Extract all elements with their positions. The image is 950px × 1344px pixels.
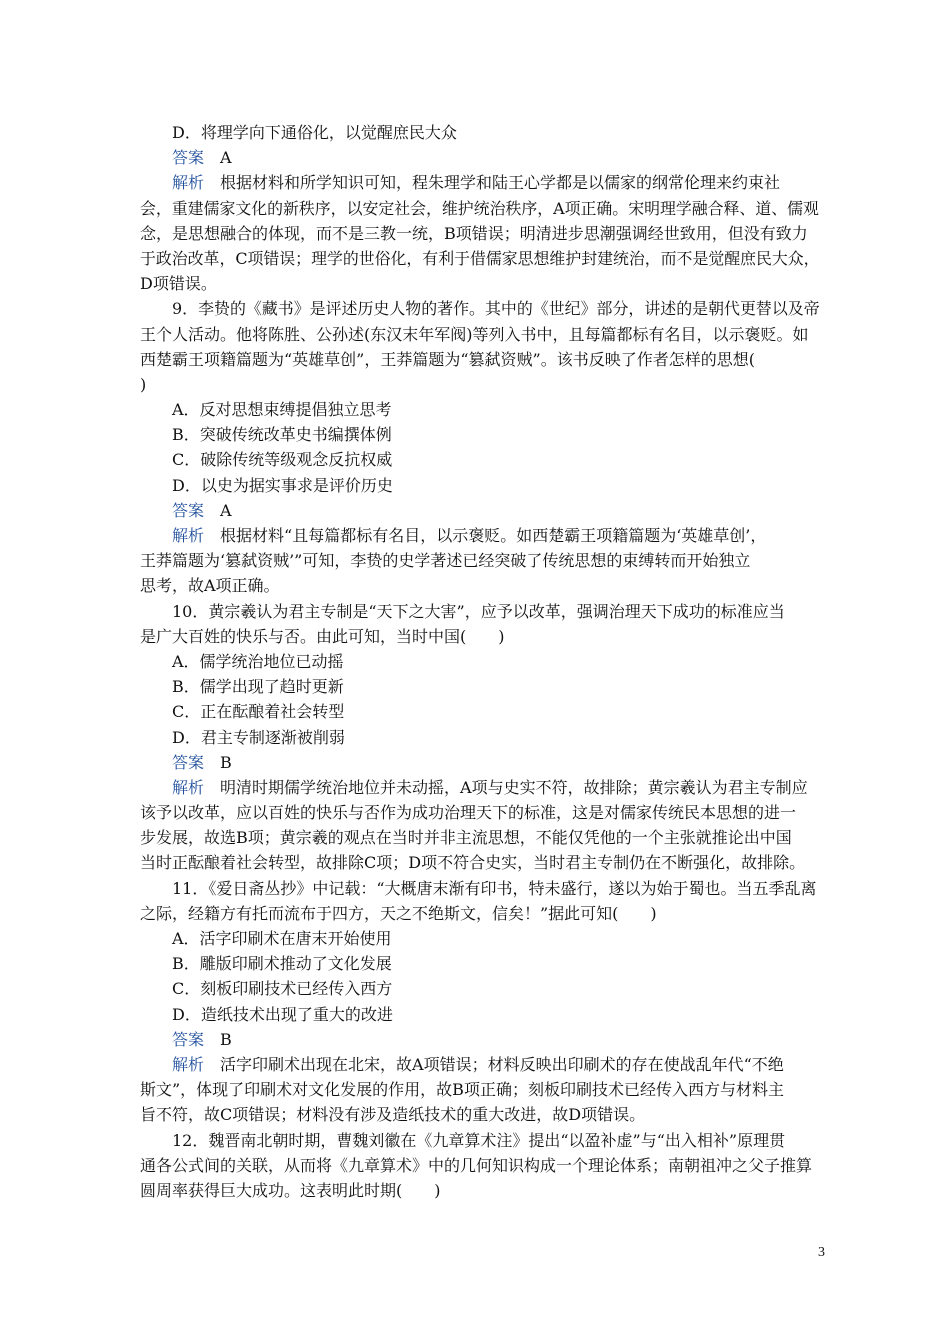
q9-stem-line-4: ) xyxy=(140,374,147,394)
q10-option-a: A．儒学统治地位已动摇 xyxy=(172,651,344,671)
q8-analysis-line-2: 会，重建儒家文化的新秩序，以安定社会，维护统治秩序，A项正确。宋明理学融合释、道、儒观 xyxy=(140,198,819,218)
q11-stem-line-2: 之际，经籍方有托而流布于四方，天之不绝斯文，信矣！”据此可知( ) xyxy=(140,903,657,923)
q10-option-d: D．君主专制逐渐被削弱 xyxy=(172,727,345,747)
q10-analysis-line-2: 该予以改革，应以百姓的快乐与否作为成功治理天下的标准，这是对儒家传统民本思想的进一 xyxy=(140,803,797,823)
q10-stem-line-2: 是广大百姓的快乐与否。由此可知，当时中国( ) xyxy=(140,626,505,646)
q9-analysis-text: 根据材料“且每篇都标有名目，以示褒贬。如西楚霸王项籍篇题为‘英雄草创’， xyxy=(220,526,767,545)
q10-answer-line xyxy=(140,750,820,775)
answer-label: 答案 xyxy=(172,500,205,520)
q11-answer: B xyxy=(220,1029,232,1049)
q9-analysis-line-3: 思考，故A项正确。 xyxy=(140,576,280,596)
q11-stem-line-1: 11．《爱日斋丛抄》中记载：“大概唐末渐有印书，特未盛行，遂以为始于蜀也。当五季乱离 xyxy=(172,878,817,898)
q10-analysis-line-3: 步发展，故选B项；黄宗羲的观点在当时并非主流思想，不能仅凭他的一个主张就推论出中国 xyxy=(140,828,792,848)
q8-answer-line xyxy=(140,145,820,170)
q8-option-d: D．将理学向下通俗化，以觉醒庶民大众 xyxy=(172,123,457,142)
q11-option-d: D．造纸技术出现了重大的改进 xyxy=(172,1004,393,1024)
q12-stem-line-1: 12．魏晋南北朝时期，曹魏刘徽在《九章算术注》提出“以盈补虚”与“出入相补”原理贯 xyxy=(172,1130,786,1150)
answer-label: 答案 xyxy=(172,752,205,772)
q9-stem-line-3: 西楚霸王项籍篇题为“英雄草创”，王莽篇题为“篡弑资贼”。该书反映了作者怎样的思想( xyxy=(140,349,755,369)
q8-analysis-line-4: 于政治改革，C项错误；理学的世俗化，有利于借儒家思想维护封建统治，而不是觉醒庶民大众， xyxy=(140,248,820,268)
q9-option-d: D．以史为据实事求是评价历史 xyxy=(172,475,393,495)
q11-analysis-line-2: 斯文”，体现了印刷术对文化发展的作用，故B项正确；刻板印刷技术已经传入西方与材料主 xyxy=(140,1080,784,1100)
q11-option-c: C．刻板印刷技术已经传入西方 xyxy=(172,979,393,999)
q8-answer: A xyxy=(220,148,232,168)
q12-stem-line-2: 通各公式间的关联，从而将《九章算术》中的几何知识构成一个理论体系；南朝祖冲之父子推算 xyxy=(140,1155,813,1175)
q8-analysis-text: 根据材料和所学知识可知，程朱理学和陆王心学都是以儒家的纲常伦理来约束社 xyxy=(220,173,781,193)
answer-label: 答案 xyxy=(172,1029,205,1049)
q10-answer: B xyxy=(220,752,232,772)
q10-analysis-line-4: 当时正酝酿着社会转型，故排除C项；D项不符合史实，当时君主专制仍在不断强化，故排除。 xyxy=(140,853,806,873)
q9-analysis-line-1 xyxy=(140,523,820,548)
q9-answer-line xyxy=(140,498,820,523)
q11-analysis-line-1 xyxy=(140,1052,820,1077)
q9-option-b: B．突破传统改革史书编撰体例 xyxy=(172,425,392,445)
q10-option-c: C．正在酝酿着社会转型 xyxy=(172,702,345,722)
q9-stem-line-1: 9．李贽的《藏书》是评述历史人物的著作。其中的《世纪》部分，讲述的是朝代更替以及帝 xyxy=(172,299,820,319)
q9-option-c: C．破除传统等级观念反抗权威 xyxy=(172,450,393,470)
q10-analysis-text: 明清时期儒学统治地位并未动摇，A项与史实不符，故排除；黄宗羲认为君主专制应 xyxy=(220,777,808,797)
q11-option-a: A．活字印刷术在唐末开始使用 xyxy=(172,929,392,948)
page-content xyxy=(140,120,820,1203)
q9-option-a: A．反对思想束缚提倡独立思考 xyxy=(172,400,392,420)
page-number: 3 xyxy=(818,1245,825,1260)
q10-stem-line-1: 10．黄宗羲认为君主专制是“天下之大害”，应予以改革，强调治理天下成功的标准应当 xyxy=(172,601,785,621)
q10-option-b: B．儒学出现了趋时更新 xyxy=(172,677,344,697)
q9-stem-line-2: 王个人活动。他将陈胜、公孙述(东汉末年军阀)等列入书中，且每篇都标有名目，以示褒贬。如 xyxy=(140,324,809,344)
q11-analysis-line-3: 旨不符，故C项错误；材料没有涉及造纸技术的重大改进，故D项错误。 xyxy=(140,1105,646,1125)
analysis-label: 解析 xyxy=(172,777,205,797)
q9-analysis-line-2: 王莽篇题为‘篡弑资贼’”可知，李贽的史学著述已经突破了传统思想的束缚转而开始独立 xyxy=(140,551,751,571)
q8-analysis-line-1 xyxy=(140,170,820,195)
q11-option-b: B．雕版印刷术推动了文化发展 xyxy=(172,954,392,974)
answer-label: 答案 xyxy=(172,148,205,168)
analysis-label: 解析 xyxy=(172,173,205,193)
q12-stem-line-3: 圆周率获得巨大成功。这表明此时期( ) xyxy=(140,1180,441,1200)
q8-analysis-line-5: D项错误。 xyxy=(140,274,217,294)
analysis-label: 解析 xyxy=(172,526,205,545)
analysis-label: 解析 xyxy=(172,1054,205,1074)
q10-analysis-line-1 xyxy=(140,775,820,800)
q11-analysis-text: 活字印刷术出现在北宋，故A项错误；材料反映出印刷术的存在使战乱年代“不绝 xyxy=(220,1054,784,1074)
q9-answer: A xyxy=(220,500,232,520)
q11-answer-line xyxy=(140,1027,820,1052)
q8-analysis-line-3: 念，是思想融合的体现，而不是三教一统，B项错误；明清进步思潮强调经世致用，但没有致力 xyxy=(140,223,808,243)
